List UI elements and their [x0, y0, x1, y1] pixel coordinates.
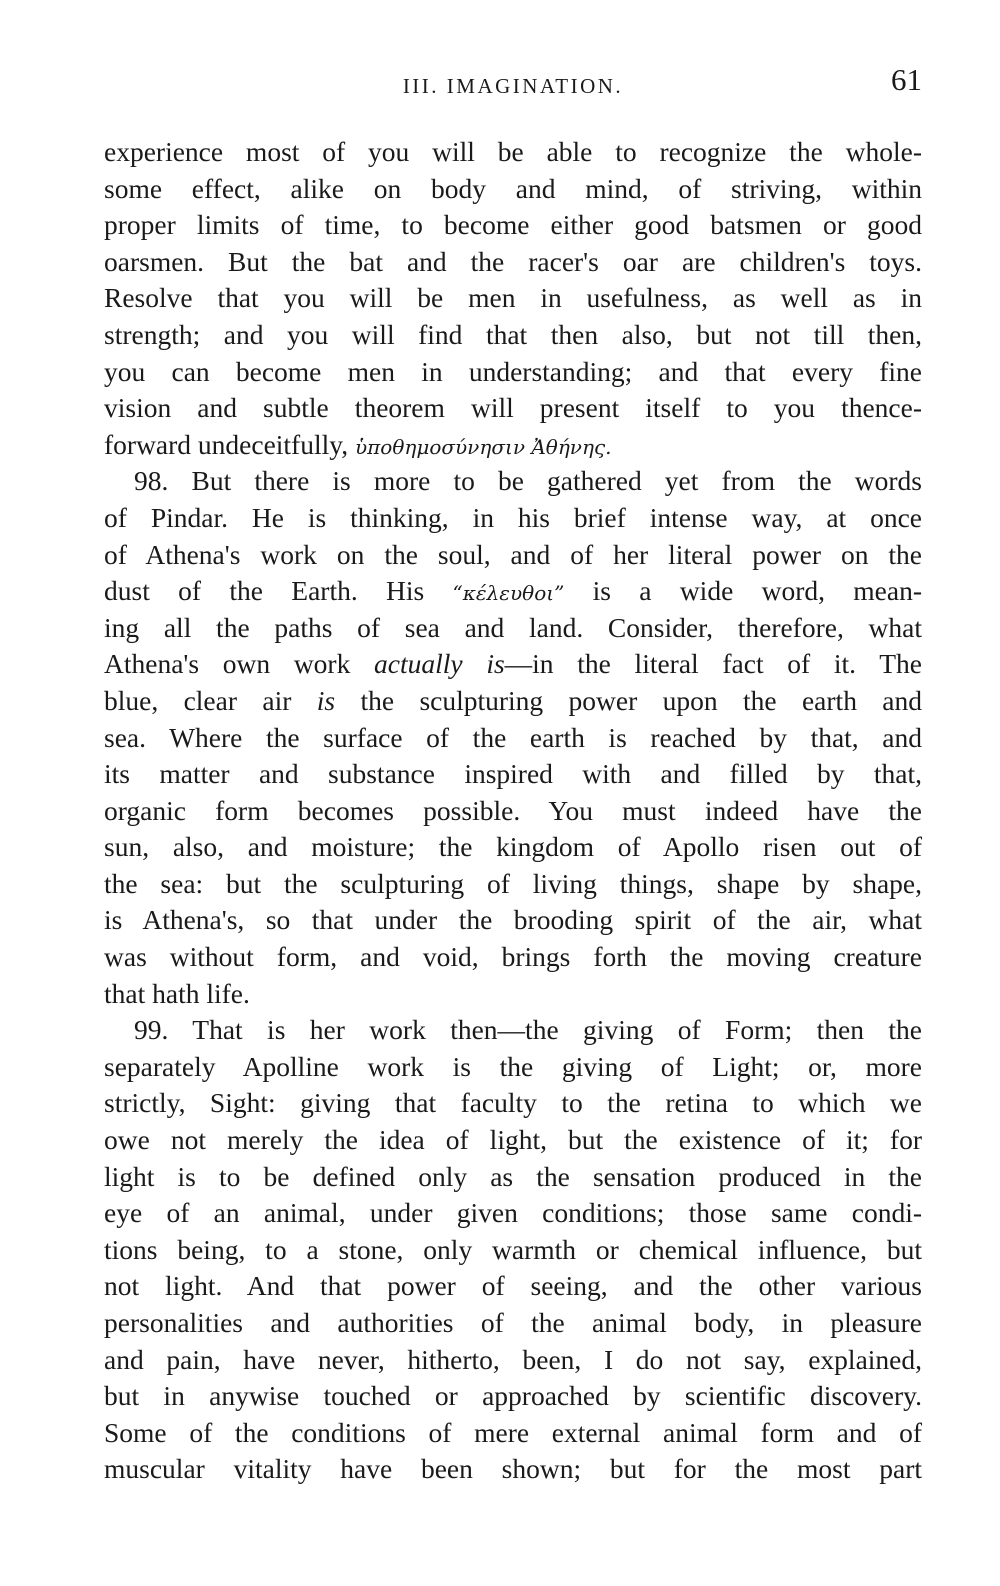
text-line: of Athena's work on the soul, and of her literal power on the — [104, 538, 922, 570]
text-line: sun, also, and moisture; the kingdom of Apollo risen out of — [104, 831, 922, 863]
italic-emphasis: is — [316, 684, 336, 716]
text-line: Some of the conditions of mere external animal form and of — [104, 1416, 922, 1448]
text-fragment: is a wide word, mean- — [592, 575, 923, 607]
greek-word-keleuthoi: “κέλευθοι” — [452, 581, 565, 606]
text-line: personalities and authorities of the animal body, in pleasure — [104, 1307, 922, 1338]
text-line: you can become men in understanding; and that every fine — [104, 355, 922, 387]
text-line: the sea: but the sculpturing of living things, shape by shape, — [104, 867, 922, 899]
text-fragment: blue, clear air — [104, 684, 292, 716]
text-fragment: forward undeceitfully, — [104, 428, 349, 460]
text-line: but in anywise touched or approached by scientific discovery. — [104, 1380, 922, 1412]
text-fragment: the sculpturing power upon the earth and — [360, 684, 923, 716]
text-line — [104, 646, 922, 683]
text-fragment: dust of the Earth. His — [104, 575, 425, 607]
text-line: muscular vitality have been shown; but for the most part — [104, 1453, 922, 1485]
text-line: sea. Where the surface of the earth is reached by that, and — [104, 721, 922, 753]
text-line: eye of an animal, under given conditions; those same condi- — [104, 1197, 922, 1229]
text-line: proper limits of time, to become either good batsmen or good — [104, 209, 922, 241]
text-line: experience most of you will be able to recognize the whole- — [104, 136, 922, 167]
text-line: not light. And that power of seeing, and the other various — [104, 1270, 922, 1302]
italic-emphasis: actually is — [374, 648, 505, 680]
running-title: III. IMAGINATION. — [402, 74, 624, 98]
text-line: some effect, alike on body and mind, of striving, within — [104, 172, 922, 204]
text-line — [104, 427, 922, 464]
text-line: Resolve that you will be men in usefulness, as well as in — [104, 282, 922, 314]
running-head — [104, 62, 922, 102]
text-fragment: —in the literal fact of it. The — [504, 648, 922, 680]
text-line: its matter and substance inspired with and filled by that, — [104, 758, 922, 790]
text-fragment: Athena's own work — [104, 648, 351, 680]
paragraph-99-start: 99. That is her work then—the giving of Form; then the — [134, 1014, 922, 1046]
body-text — [104, 134, 922, 1488]
text-line: vision and subtle theorem will present itself to you thence- — [104, 392, 922, 424]
text-line: light is to be defined only as the sensation produced in the — [104, 1160, 922, 1192]
greek-quotation: ὑποθημοσύνησιν Ἀθήνης. — [354, 434, 612, 459]
text-line: is Athena's, so that under the brooding spirit of the air, what — [104, 904, 922, 936]
text-line: tions being, to a stone, only warmth or chemical influence, but — [104, 1233, 922, 1265]
text-line — [104, 573, 922, 610]
text-line: organic form becomes possible. You must indeed have the — [104, 794, 922, 826]
page-number: 61 — [891, 62, 922, 97]
text-line: was without form, and void, brings forth the moving creature — [104, 941, 922, 973]
text-line: owe not merely the idea of light, but the existence of it; for — [104, 1124, 922, 1156]
text-line: oarsmen. But the bat and the racer's oar are children's toys. — [104, 245, 922, 277]
text-line: strength; and you will find that then also, but not till then, — [104, 318, 922, 350]
paragraph-98-start: 98. But there is more to be gathered yet from the words — [134, 465, 922, 497]
text-line: and pain, have never, hitherto, been, I do not say, explained, — [104, 1343, 922, 1375]
text-line: that hath life. — [104, 977, 250, 1009]
text-line: strictly, Sight: giving that faculty to the retina to which we — [104, 1087, 922, 1119]
text-line: ing all the paths of sea and land. Consider, therefore, what — [104, 611, 922, 643]
text-line: separately Apolline work is the giving of Light; or, more — [104, 1050, 922, 1082]
text-line: of Pindar. He is thinking, in his brief intense way, at once — [104, 501, 922, 533]
text-line — [104, 683, 922, 720]
